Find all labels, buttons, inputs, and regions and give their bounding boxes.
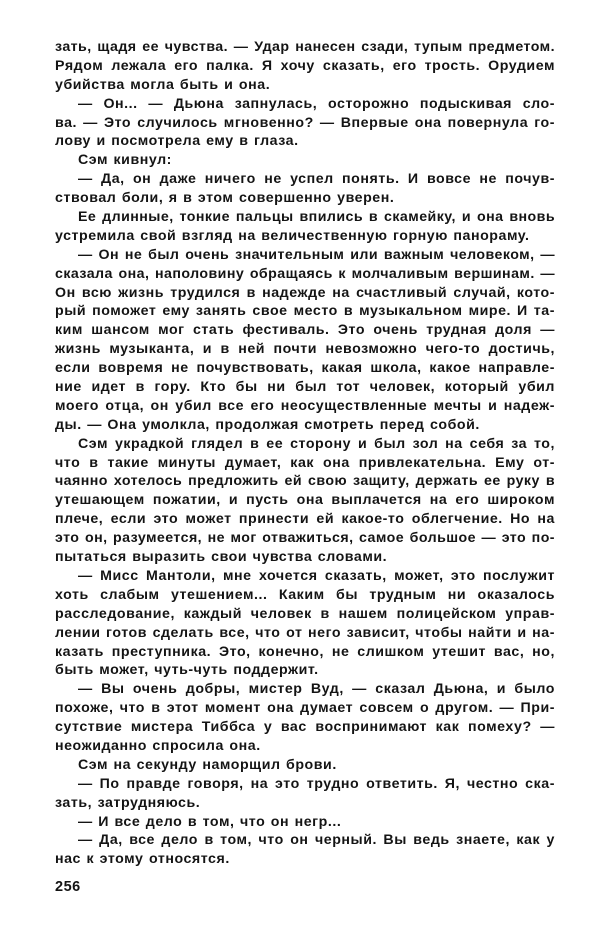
text-line: казать преступника. Это, конечно, не слишком утешит вас, но, [55, 643, 555, 660]
text-line: рый поможет ему занять свое место в музыкальном мире. И та- [55, 303, 555, 320]
text-line: пытаться выразить свои чувства словами. [55, 549, 388, 566]
text-line: ва. — Это случилось мгновенно? — Впервые она повернула го- [55, 114, 555, 131]
book-page-text [55, 38, 555, 869]
text-line: неожиданно спросила она. [55, 737, 261, 754]
text-line: — И все дело в том, что он негр... [78, 813, 342, 830]
page-number: 256 [55, 879, 81, 895]
text-line: что в такие минуты думает, как она привлекательна. Ему от- [55, 454, 555, 471]
text-line: Рядом лежала его палка. Я хочу сказать, его трость. Орудием [55, 57, 555, 74]
text-line: устремила свой взгляд на величественную горную панораму. [55, 227, 530, 244]
text-line: лении готов сделать все, что от него зависит, чтобы найти и на- [55, 624, 555, 641]
text-line: Сэм украдкой глядел в ее сторону и был зол на себя за то, [78, 435, 555, 452]
text-line: Он всю жизнь трудился в надежде на счастливый случай, кото- [55, 284, 555, 301]
text-line: Сэм кивнул: [78, 152, 172, 169]
text-line: моего отца, он убил все его неосуществленные мечты и надеж- [55, 397, 555, 414]
text-line: чаянно хотелось предложить ей свою защиту, держать ее руку в [55, 473, 555, 490]
text-line: быть может, чуть-чуть поддержит. [55, 662, 319, 679]
text-line: ние идет в гору. Кто бы ни был тот человек, который убил [55, 379, 555, 396]
text-line: плече, если это может принести ей какое-то облегчение. Но на [55, 511, 555, 528]
text-line: похоже, что в этот момент она думает совсем о другом. — При- [55, 700, 555, 717]
text-line: хоть слабым утешением... Каким бы трудным ни оказалось [55, 586, 555, 603]
text-line: ствовал боли, я в этом совершенно уверен. [55, 190, 395, 207]
text-line: зать, затрудняюсь. [55, 794, 201, 811]
text-line: — Он... — Дьюна запнулась, осторожно подыскивая сло- [78, 95, 555, 112]
text-line: ды. — Она умолкла, продолжая смотреть перед собой. [55, 416, 480, 433]
text-line: — Вы очень добры, мистер Вуд, — сказал Дьюна, и было [78, 681, 555, 698]
text-line: ким шансом мог стать фестиваль. Это очень трудная доля — [55, 322, 555, 339]
text-line: жизнь музыканта, и в ней почти невозможно чего-то достичь, [55, 341, 555, 358]
text-line: если вовремя не почувствовать, какая школа, какое направле- [55, 360, 555, 377]
text-line: Сэм на секунду наморщил брови. [78, 756, 337, 773]
text-line: нас к этому относятся. [55, 851, 230, 868]
text-line: Ее длинные, тонкие пальцы впились в скамейку, и она вновь [78, 209, 555, 226]
text-line: это он, разумеется, не мог отважиться, самое большое — это по- [55, 530, 555, 547]
text-line: сказала она, наполовину обращаясь к молчаливым вершинам. — [55, 265, 555, 282]
text-line: — Мисс Мантоли, мне хочется сказать, может, это послужит [78, 567, 555, 584]
text-line: — Да, все дело в том, что он черный. Вы ведь знаете, как у [78, 832, 555, 849]
text-line: утешающем пожатии, и пусть она выплачется на его широком [55, 492, 555, 509]
text-line: — Да, он даже ничего не успел понять. И вовсе не почув- [78, 171, 555, 188]
text-line: лову и посмотрела ему в глаза. [55, 133, 299, 150]
text-line: — По правде говоря, на это трудно ответить. Я, честно ска- [78, 775, 555, 792]
text-line: — Он не был очень значительным или важным человеком, — [78, 246, 555, 263]
text-line: расследование, каждый человек в нашем полицейском управ- [55, 605, 555, 622]
text-line: убийства могла быть и она. [55, 76, 271, 93]
text-line: зать, щадя ее чувства. — Удар нанесен сзади, тупым предметом. [55, 39, 555, 55]
text-line: сутствие мистера Тиббса у вас воспринимают как помеху? — [55, 719, 555, 736]
